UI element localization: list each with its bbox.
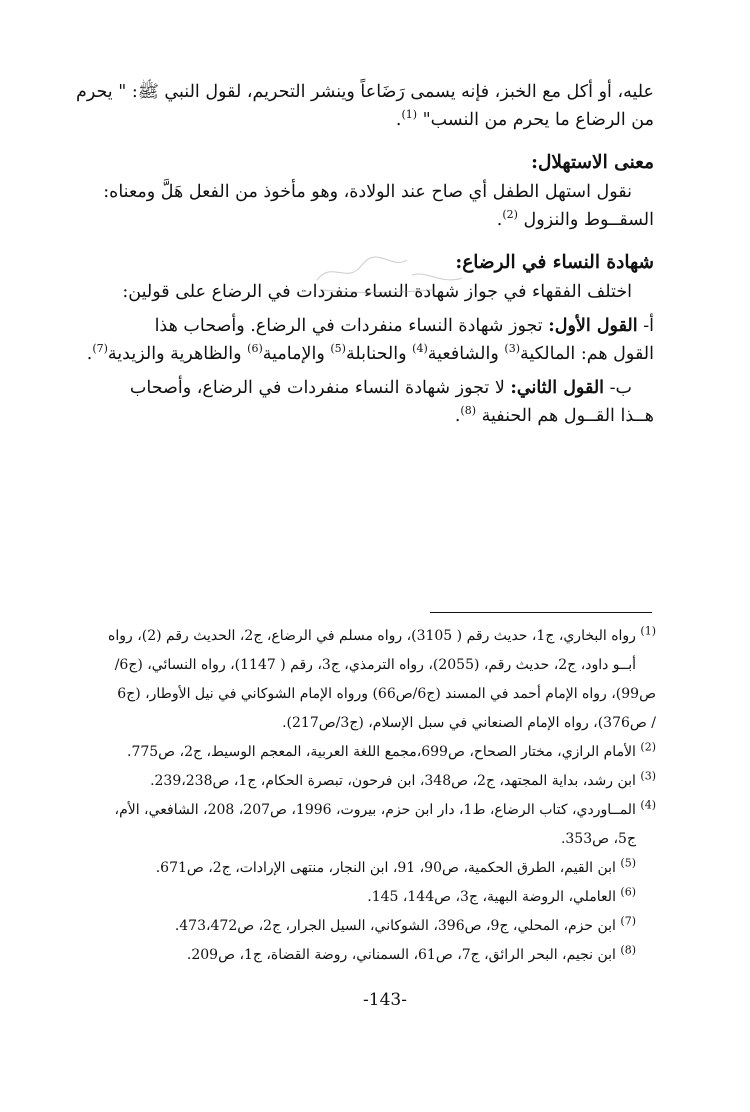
footnote-separator: [430, 612, 652, 613]
text-line: هــذا القــول هم الحنفية $^{(8)}$.: [454, 404, 654, 426]
footnote: $^{(6)}$ العاملي، الروضة البهية، ج3، ص144، 145.: [367, 885, 636, 905]
text-line: القول هم: المالكية$^{(3)}$ والشافعية$^{(4)}$ والحنابلة$^{(5)}$ والإمامية$^{(6)}$ والظاهرية والزيدية$^{(7)}$.: [86, 342, 654, 364]
footnote: $^{(4)}$ المــاوردي، كتاب الرضاع، ط1، دار ابن حزم، بيروت، 1996، ص207، 208، الشافعي، الأم،: [114, 798, 656, 818]
handwritten-scribble: [312, 240, 492, 300]
item-text: لا تجوز شهادة النساء منفردات في الرضاع، وأصحاب: [129, 378, 505, 398]
text-span: من الرضاع ما يحرم من النسب": [422, 110, 654, 130]
footnote-continuation: / ص376)، رواه الإمام الصنعاني في سبل الإسلام، (ج3/ص217).: [282, 715, 656, 731]
footnote-ref: (6): [247, 342, 263, 356]
footnote-continuation: ص99)، رواه الإمام أحمد في المسند (ج6/ص66) ورواه الإمام الشوكاني في نيل الأوطار، (ج6: [117, 686, 656, 702]
list-item: [108, 312, 654, 340]
page-number: -143-: [363, 990, 407, 1010]
text-span: والحنابلة: [345, 344, 407, 364]
text-span: القول هم: المالكية: [519, 344, 654, 364]
footnote: $^{(7)}$ ابن حزم، المحلي، ج9، ص396، الشوكاني، السيل الجرار، ج2، ص473،472.: [174, 914, 636, 934]
text-line: عليه، أو أكل مع الخبز، فإنه يسمى رَضَاعاً وينشر التحريم، لقول النبي ﷺ: " يحرم: [76, 82, 654, 102]
footnote-ref: (8): [460, 404, 476, 418]
item-text: تجوز شهادة النساء منفردات في الرضاع. وأصحاب هذا: [154, 316, 543, 336]
item-label: القول الأول:: [548, 316, 638, 336]
text-line: اختلف الفقهاء في جواز شهادة النساء منفردات في الرضاع على قولين:: [122, 282, 632, 302]
footnote: $^{(8)}$ ابن نجيم، البحر الرائق، ج7، ص61، السمناني، روضة القضاة، ج1، ص209.: [186, 943, 636, 963]
item-label: القول الثاني:: [510, 378, 605, 398]
text-span: والشافعية: [427, 344, 499, 364]
footnote-ref: (1): [401, 108, 418, 122]
text-line: السقــوط والنزول $^{(2)}$.: [496, 208, 654, 230]
text-line: نقول استهل الطفل أي صاح عند الولادة، وهو مأخوذ من الفعل هَلَّ ومعناه:: [103, 182, 632, 202]
footnote: $^{(1)}$ رواه البخاري، ج1، حديث رقم ( 3105)، رواه مسلم في الرضاع، ج2، الحديث رقم (2)، رواه: [108, 624, 656, 644]
footnote-continuation: ج5، ص353.: [560, 831, 636, 847]
footnote-ref: (2): [502, 208, 518, 222]
text-span: والظاهرية والزيدية: [107, 344, 242, 364]
section-heading: معنى الاستهلال:: [531, 152, 654, 173]
text-span: السقــوط والنزول: [523, 210, 654, 230]
footnote-continuation: أبــو داود، ج2، حديث رقم، (2055)، رواه الترمذي، ج3، رقم ( 1147)، رواه النسائي، (ج6/: [114, 657, 636, 673]
section-heading: شهادة النساء في الرضاع:: [455, 252, 654, 273]
footnote: $^{(2)}$ الأمام الرازي، مختار الصحاح، ص699،مجمع اللغة العربية، المعجم الوسيط، ج2، ص775.: [126, 740, 656, 760]
list-item: [108, 374, 654, 402]
footnote-ref: (7): [92, 342, 108, 356]
footnote: $^{(5)}$ ابن القيم، الطرق الحكمية، ص90، 91، ابن النجار، منتهى الإرادات، ج2، ص671.: [155, 856, 636, 876]
footnote-ref: (4): [412, 342, 428, 356]
footnote-ref: (5): [330, 342, 346, 356]
text-line: من الرضاع ما يحرم من النسب" $^{(1)}$.: [395, 108, 654, 130]
text-span: والإمامية: [262, 344, 325, 364]
item-marker: أ-: [643, 316, 654, 336]
text-span: هــذا القــول هم الحنفية: [481, 406, 654, 426]
footnote: $^{(3)}$ ابن رشد، بداية المجتهد، ج2، ص348، ابن فرحون، تبصرة الحكام، ج1، ص239،238.: [150, 769, 656, 789]
footnote-ref: (3): [504, 342, 520, 356]
item-marker: ب-: [609, 378, 632, 398]
footnotes: [100, 622, 656, 970]
